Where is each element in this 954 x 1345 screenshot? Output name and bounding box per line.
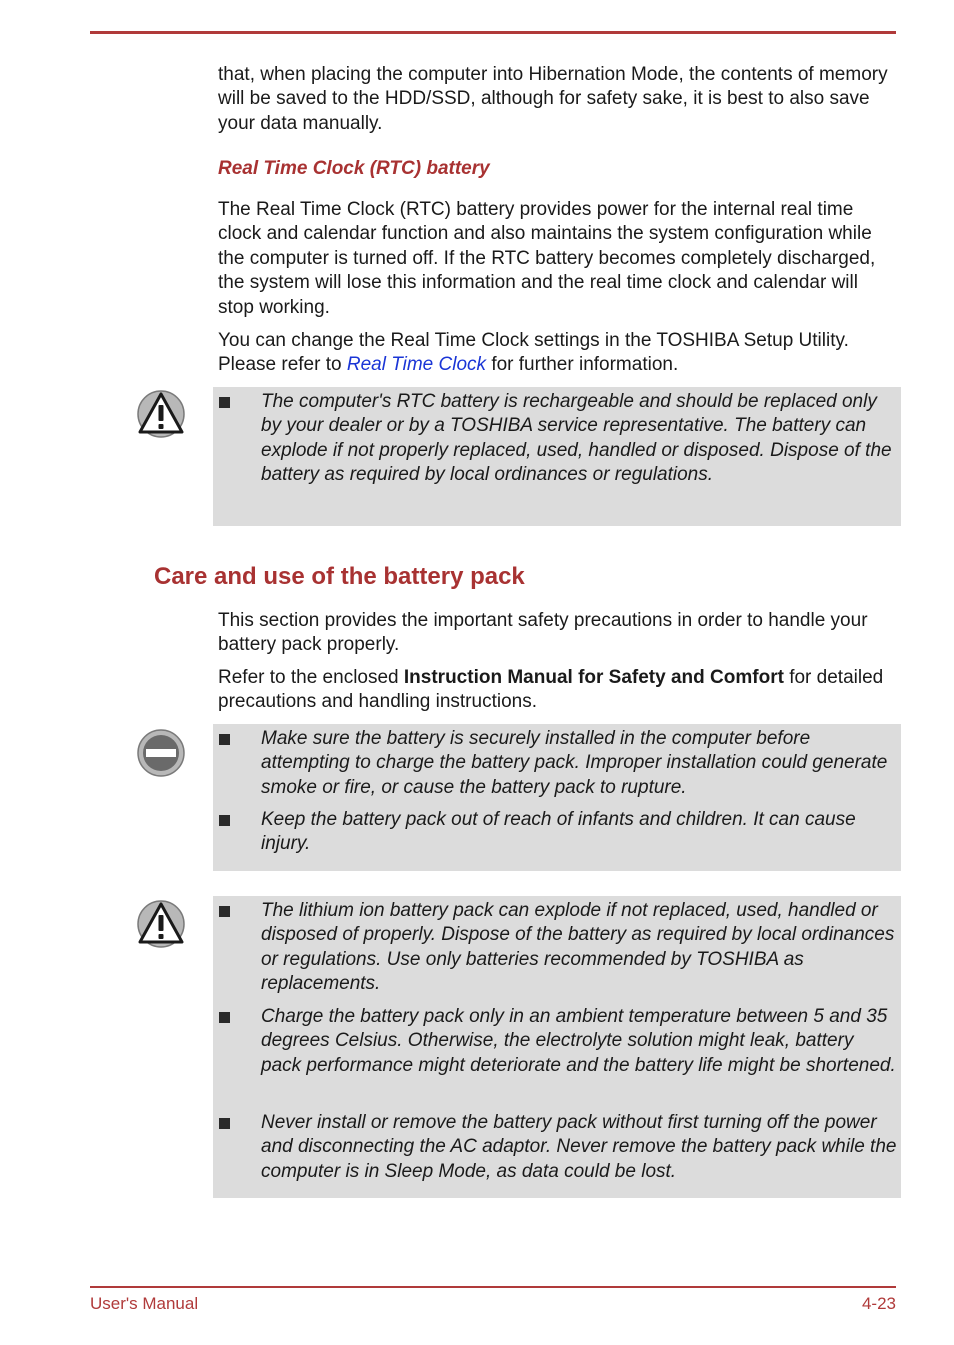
warning-box bbox=[213, 896, 901, 1198]
warning-triangle-icon bbox=[136, 899, 186, 949]
care-reference-paragraph: Refer to the enclosed Instruction Manual for Safety and Comfort for detailed precautions and handling instructions. bbox=[218, 667, 884, 713]
page-number: 4-23 bbox=[861, 1294, 896, 1313]
rtc-heading: Real Time Clock (RTC) battery bbox=[218, 158, 490, 179]
manual-title: Instruction Manual for Safety and Comfort bbox=[403, 667, 784, 688]
bullet-icon bbox=[219, 1012, 230, 1023]
care-section-heading: Care and use of the battery pack bbox=[154, 563, 525, 590]
warning-item: The lithium ion battery pack can explode if not replaced, used, handled or disposed of properly. Dispose of the battery as required by local ordinances or regulations. Use only batteries recommended by TOSHIBA as replacements. bbox=[261, 900, 895, 995]
danger-item: Make sure the battery is securely installed in the computer before attempting to charge the battery pack. Improper installation could generate smoke or fire, or cause the battery pack to rupture. bbox=[261, 728, 888, 798]
rtc-caution-box bbox=[213, 387, 901, 526]
bullet-icon bbox=[219, 1118, 230, 1129]
warning-triangle-icon bbox=[136, 389, 186, 439]
bullet-icon bbox=[219, 906, 230, 917]
danger-box bbox=[213, 724, 901, 871]
intro-paragraph: that, when placing the computer into Hibernation Mode, the contents of memory will be saved to the HDD/SSD, although for safety sake, it is best to also save your data manually. bbox=[218, 64, 888, 134]
danger-item: Keep the battery pack out of reach of infants and children. It can cause injury. bbox=[261, 809, 856, 855]
warning-item: Charge the battery pack only in an ambient temperature between 5 and 35 degrees Celsius. Otherwise, the electrolyte solution might leak, battery pack performance might deteriorate and the battery life might be shortened. bbox=[261, 1006, 896, 1076]
care-intro-paragraph: This section provides the important safety precautions in order to handle your battery pack properly. bbox=[218, 610, 868, 656]
warning-item: Never install or remove the battery pack without first turning off the power and disconnecting the AC adaptor. Never remove the battery pack while the computer is in Sleep Mode, as data could be lost. bbox=[261, 1112, 897, 1182]
caution-item: The computer's RTC battery is rechargeable and should be replaced only by your dealer or by a TOSHIBA service representative. The battery can explode if not properly replaced, used, handled or disposed. Dispose of the battery as required by local ordinances or regulations. bbox=[261, 391, 892, 486]
footer-title: User's Manual bbox=[90, 1294, 199, 1313]
rtc-settings-paragraph: You can change the Real Time Clock settings in the TOSHIBA Setup Utility. Please refer to Real Time Clock for further information. bbox=[218, 330, 849, 376]
bullet-icon bbox=[219, 734, 230, 745]
prohibition-icon bbox=[136, 728, 186, 778]
real-time-clock-link[interactable]: Real Time Clock bbox=[346, 354, 487, 376]
header-rule bbox=[90, 31, 896, 34]
footer-rule bbox=[90, 1286, 896, 1288]
rtc-paragraph: The Real Time Clock (RTC) battery provides power for the internal real time clock and calendar function and also maintains the system configuration while the computer is turned off. If the RTC battery becomes completely discharged, the system will lose this information and the real time clock and calendar will stop working. bbox=[218, 199, 876, 318]
bullet-icon bbox=[219, 397, 230, 408]
bullet-icon bbox=[219, 815, 230, 826]
